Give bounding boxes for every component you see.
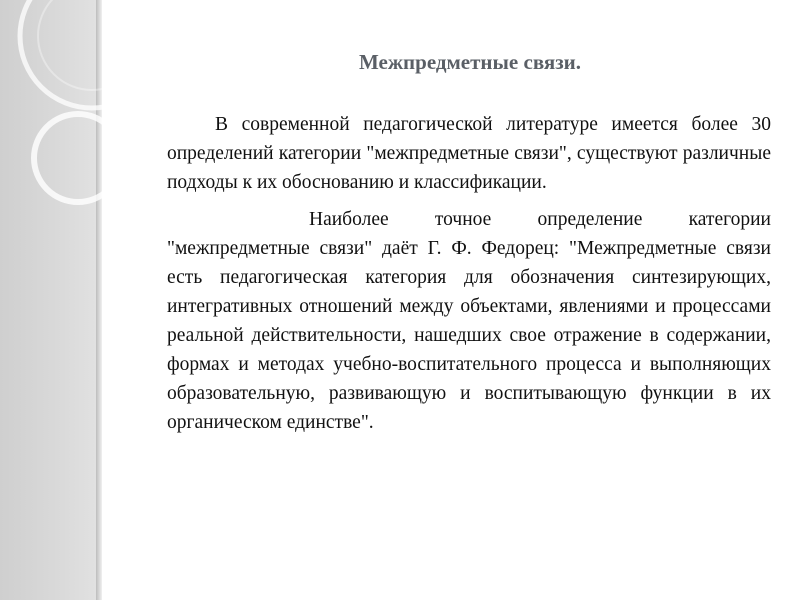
slide-title: Межпредметные связи. (358, 50, 582, 74)
paragraph-definition: Наиболее точное определение категории "межпредметные связи" даёт Г. Ф. Федорец: "Межпредметные связи есть педагогическая категория для обозначения синтезирующих, интегративных отношений между объектами, явлениями и процессами реальной действительности, нашедших свое отражение в содержании, формах и методах учебно-воспитательного процесса и выполняющих образовательную, развивающую и воспитывающую функции в их органическом единстве". (167, 209, 771, 433)
side-panel-edge (96, 0, 102, 600)
slide-body (167, 110, 771, 437)
side-panel (0, 0, 96, 600)
paragraph-intro: В современной педагогической литературе имеется более 30 определений категории "межпредметные связи", существуют различные подходы к их обоснованию и классификации. (167, 114, 771, 193)
